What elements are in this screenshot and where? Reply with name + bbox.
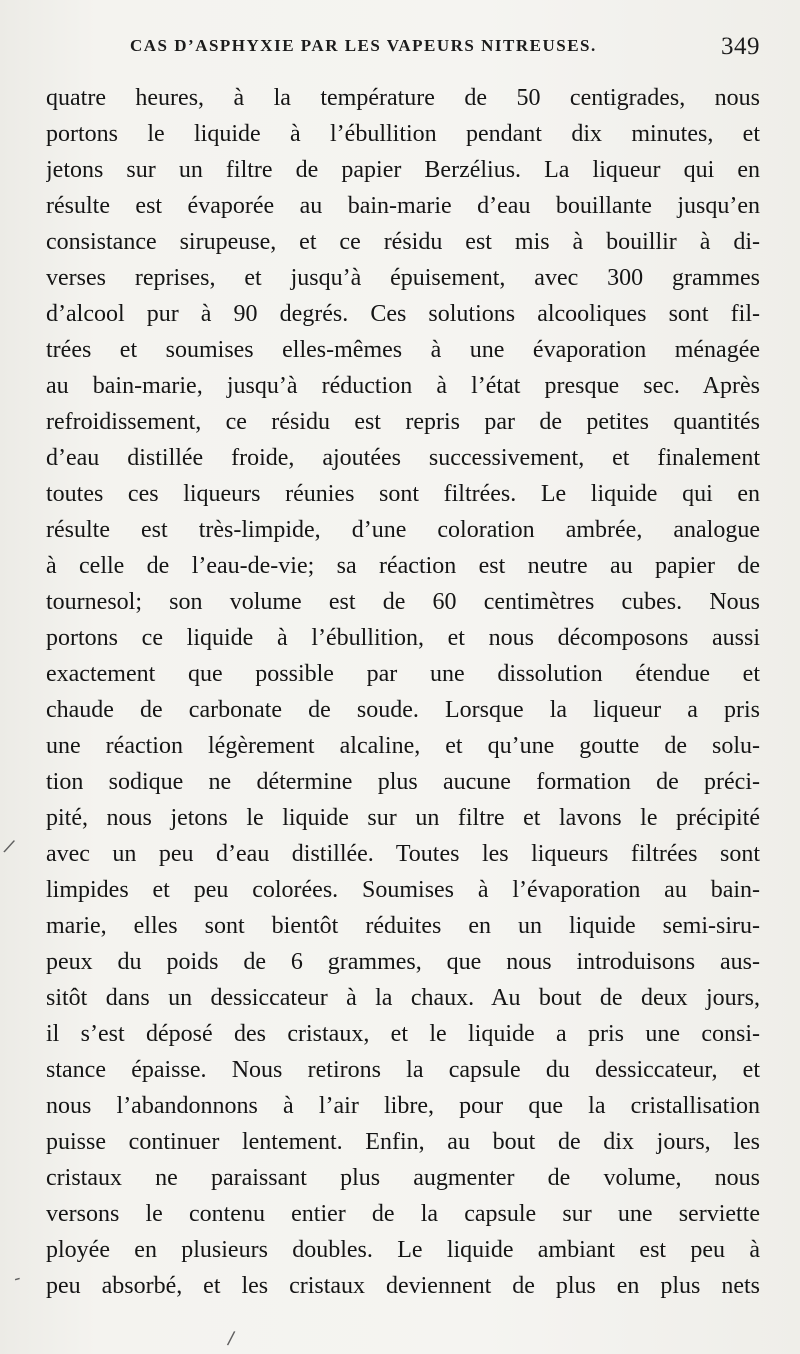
text-line: toutes ces liqueurs réunies sont filtrées. Le liquide qui en [46, 481, 760, 507]
text-line: avec un peu d’eau distillée. Toutes les liqueurs filtrées sont [46, 841, 760, 867]
text-line: d’alcool pur à 90 degrés. Ces solutions alcooliques sont fil- [46, 301, 760, 327]
text-line: il s’est déposé des cristaux, et le liquide a pris une consi- [46, 1021, 760, 1047]
text-line: résulte est évaporée au bain-marie d’eau bouillante jusqu’en [46, 193, 760, 219]
text-line: verses reprises, et jusqu’à épuisement, avec 300 grammes [46, 265, 760, 291]
text-line: au bain-marie, jusqu’à réduction à l’état presque sec. Après [46, 373, 760, 399]
running-title: CAS D’ASPHYXIE PAR LES VAPEURS NITREUSES. [130, 36, 597, 55]
text-line: exactement que possible par une dissolution étendue et [46, 661, 760, 687]
margin-mark: - [11, 1267, 24, 1290]
text-line: d’eau distillée froide, ajoutées successivement, et finalement [46, 445, 760, 471]
text-line: nous l’abandonnons à l’air libre, pour que la cristallisation [46, 1093, 760, 1119]
text-line: peux du poids de 6 grammes, que nous introduisons aus- [46, 949, 760, 975]
text-line: refroidissement, ce résidu est repris par de petites quantités [46, 409, 760, 435]
text-line: pité, nous jetons le liquide sur un filtre et lavons le précipité [46, 805, 760, 831]
text-line: portons le liquide à l’ébullition pendant dix minutes, et [46, 121, 760, 147]
running-header [42, 33, 760, 70]
text-line: portons ce liquide à l’ébullition, et nous décomposons aussi [46, 625, 760, 651]
text-line: peu absorbé, et les cristaux deviennent de plus en plus nets [46, 1273, 760, 1299]
body-text [46, 80, 760, 1304]
text-line: versons le contenu entier de la capsule sur une serviette [46, 1201, 760, 1227]
text-line: une réaction légèrement alcaline, et qu’une goutte de solu- [46, 733, 760, 759]
text-line: sitôt dans un dessiccateur à la chaux. Au bout de deux jours, [46, 985, 760, 1011]
text-line: tournesol; son volume est de 60 centimètres cubes. Nous [46, 589, 760, 615]
text-line: tion sodique ne détermine plus aucune formation de préci- [46, 769, 760, 795]
text-line: jetons sur un filtre de papier Berzélius. La liqueur qui en [46, 157, 760, 183]
margin-mark: / [226, 1327, 236, 1350]
text-line: marie, elles sont bientôt réduites en un liquide semi-siru- [46, 913, 760, 939]
text-line: à celle de l’eau-de-vie; sa réaction est neutre au papier de [46, 553, 760, 579]
margin-mark: / [1, 835, 17, 858]
text-line: résulte est très-limpide, d’une coloration ambrée, analogue [46, 517, 760, 543]
text-line: stance épaisse. Nous retirons la capsule du dessiccateur, et [46, 1057, 760, 1083]
text-line: ployée en plusieurs doubles. Le liquide ambiant est peu à [46, 1237, 760, 1263]
text-line: consistance sirupeuse, et ce résidu est mis à bouillir à di- [46, 229, 760, 255]
text-line: cristaux ne paraissant plus augmenter de volume, nous [46, 1165, 760, 1191]
text-line: chaude de carbonate de soude. Lorsque la liqueur a pris [46, 697, 760, 723]
text-line: trées et soumises elles-mêmes à une évaporation ménagée [46, 337, 760, 363]
page-number: 349 [721, 33, 760, 60]
text-line: puisse continuer lentement. Enfin, au bout de dix jours, les [46, 1129, 760, 1155]
text-line: limpides et peu colorées. Soumises à l’évaporation au bain- [46, 877, 760, 903]
text-line: quatre heures, à la température de 50 centigrades, nous [46, 85, 760, 111]
